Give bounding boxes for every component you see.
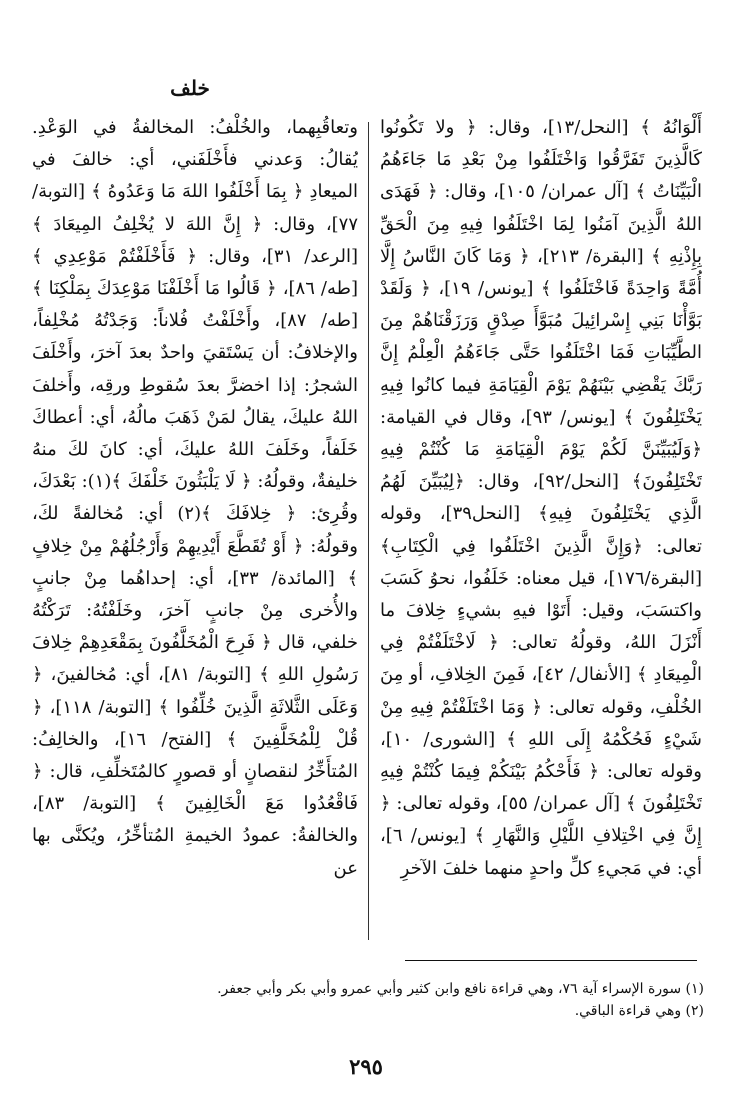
footnote-separator — [405, 960, 697, 961]
footnote: (٢) وهي قراءة الباقي. — [574, 1003, 704, 1019]
text-column-left — [32, 112, 358, 944]
footnote: (١) سورة الإسراء آية ٧٦، وهي قراءة نافع وابن كثير وأبي عمرو وأبي بكر وأبي جعفر. — [217, 981, 704, 997]
column-divider — [368, 122, 369, 940]
text-column-right — [380, 112, 702, 944]
column-paragraph: أَلْوَانُهُ ﴾ [النحل/١٣]، وقال: ﴿ ولا تَكُونُوا كَالَّذِينَ تَفَرَّقُوا وَاخْتَلَفُوا مِنْ بَعْدِ مَا جَاءَهُمُ الْبَيِّنَاتُ ﴾ [آل عمران/ ١٠٥]، وقال: ﴿ فَهَدَى اللهُ الَّذِينَ آمَنُوا لِمَا اخْتَلَفُوا فِيهِ مِنَ الْحَقِّ بِإِذْنِهِ ﴾ [البقرة/ ٢١٣]، ﴿ وَمَا كَانَ النَّاسُ إِلَّا أُمَّةً وَاحِدَةً فَاخْتَلَفُوا ﴾ [يونس/ ١٩]، ﴿ وَلَقَدْ بَوَّأْنَا بَنِي إِسْرائِيلَ مُبَوَّأَ صِدْقٍ وَرَزَقْنَاهُمْ مِنَ الطَّيِّبَاتِ فَمَا اخْتَلَفُوا حَتَّى جَاءَهُمُ الْعِلْمُ إِنَّ رَبَّكَ يَقْضِي بَيْنَهُمْ يَوْمَ الْقِيَامَةِ فيما كانُوا فِيهِ يَخْتَلِفُونَ ﴾ [يونس/ ٩٣]، وقال في القيامة: ﴿وَلَيُبَيِّنَنَّ لَكُمْ يَوْمَ الْقِيَامَةِ مَا كُنْتُمْ فِيهِ تَخْتَلِفُونَ﴾ [النحل/٩٢]، وقال: ﴿لِيُبَيِّنَ لَهُمُ الَّذِي يَخْتَلِفُونَ فِيهِ﴾ [النحل٣٩]، وقوله تعالى: ﴿وَإِنَّ الَّذِينَ اخْتَلَفُوا فِي الْكِتَابِ﴾ [البقرة/١٧٦]، قيل معناه: خَلَفُوا، نحوُ كَسَبَ واكتسَبَ، وقيل: أَتَوْا فيهِ بشيءٍ خِلافَ ما أَنْزَلَ اللهُ، وقولُهُ تعالى: ﴿ لَاخْتَلَفْتُمْ فِي الْمِيعَادِ ﴾ [الأنفال/ ٤٢]، فَمِنَ الخِلافِ، أو مِنَ الخُلْفِ، وقوله تعالى: ﴿ وَمَا اخْتَلَفْتُمْ فِيهِ مِنْ شَيْءٍ فَحُكْمُهُ إِلَى اللهِ ﴾ [الشورى/ ١٠]، وقوله تعالى: ﴿ فَأَحْكُمُ بَيْنَكُمْ فِيمَا كُنْتُمْ فِيهِ تَخْتَلِفُونَ ﴾ [آل عمران/ ٥٥]، وقوله تعالى: ﴿ إِنَّ فِي اخْتِلافِ اللَّيْلِ وَالنَّهَارِ ﴾ [يونس/ ٦]، أي: في مَجيءِ كلِّ واحدٍ منهما خلفَ الآخرِ — [380, 117, 702, 879]
running-head: خلف — [170, 76, 210, 100]
footnotes — [44, 978, 704, 1022]
page-number: ٢٩٥ — [349, 1054, 383, 1079]
column-paragraph: وتعاقُبِهما، والخُلْفُ: المخالفةُ في الوَعْدِ. يُقالُ: وَعدني فأَخْلَفَني، أي: خالفَ في الميعادِ ﴿ بِمَا أَخْلَفُوا اللهَ مَا وَعَدُوهُ ﴾ [التوبة/ ٧٧]، وقال: ﴿ إِنَّ اللهَ لا يُخْلِفُ المِيعَادَ ﴾ [الرعد/ ٣١]، وقال: ﴿ فَأَخْلَفْتُمْ مَوْعِدِي ﴾ [طه/ ٨٦]، ﴿ قَالُوا مَا أَخْلَفْنَا مَوْعِدَكَ بِمَلْكِنَا ﴾ [طه/ ٨٧]، وأَخْلَفْتُ فُلاناً: وَجَدْتُهُ مُخْلِفاً، والإخلافُ: أن يَسْتَقيَ واحدٌ بعدَ آخرَ، وأَخْلَفَ الشجرُ: إذا اخضرَّ بعدَ سُقوطِ ورقِه، وأَخلفَ اللهُ عليكَ، يقالُ لمَنْ ذَهَبَ مالُهُ، أي: أعطاكَ خَلَفاً، وخَلَفَ اللهُ عليكَ، أي: كانَ لكَ منهُ خليفةٌ، وقولُهُ: ﴿ لَا يَلْبَثُونَ خَلْفَكَ ﴾(١): بَعْدَكَ، وقُرِئ: ﴿ خِلافَكَ ﴾(٢) أي: مُخالفةً لكَ، وقولُهُ: ﴿ أَوْ تُقَطَّعَ أَيْدِيهِمْ وَأَرْجُلُهُمْ مِنْ خِلافٍ ﴾ [المائدة/ ٣٣]، أي: إحداهُما مِنْ جانبٍ والأُخرى مِنْ جانبٍ آخرَ، وخَلَفْتُهُ: تَرَكْتُهُ خلفي، قال ﴿ فَرِحَ الْمُخَلَّفُونَ بِمَقْعَدِهِمْ خِلافَ رَسُولِ اللهِ ﴾ [التوبة/ ٨١]، أي: مُخالفينَ، ﴿ وَعَلَى الثَّلاثَةِ الَّذِينَ خُلِّفُوا ﴾ [التوبة/ ١١٨]، ﴿ قُلْ لِلْمُخَلَّفِينَ ﴾ [الفتح/ ١٦]، والخالِفُ: المُتأَخِّرُ لنقصانٍ أو قصورٍ كالمُتَخلِّفِ، قال: ﴿ فَاقْعُدُوا مَعَ الْخَالِفِينَ ﴾ [التوبة/ ٨٣]، والخالفةُ: عمودُ الخيمةِ المُتأخِّرُ، ويُكنَّى بها عن — [32, 117, 358, 879]
